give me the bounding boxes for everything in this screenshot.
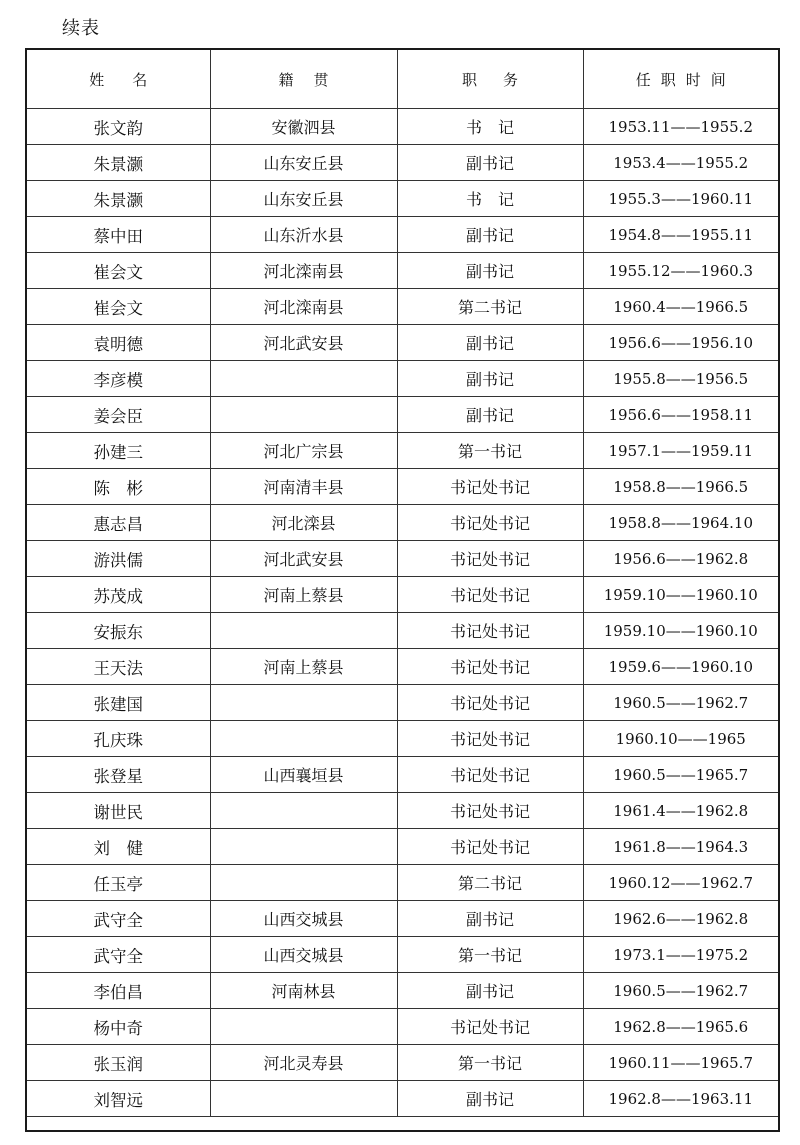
cell-position: 书记处书记 — [397, 469, 583, 505]
cell-origin: 山东沂水县 — [210, 217, 397, 253]
cell-origin: 河南上蔡县 — [210, 577, 397, 613]
cell-position: 书 记 — [397, 109, 583, 145]
cell-name: 袁明德 — [27, 325, 210, 361]
cell-position: 第一书记 — [397, 433, 583, 469]
cell-origin — [210, 721, 397, 757]
cell-position: 副书记 — [397, 325, 583, 361]
cell-term: 1957.1——1959.11 — [583, 433, 778, 469]
cell-name: 苏茂成 — [27, 577, 210, 613]
cell-term: 1956.6——1958.11 — [583, 397, 778, 433]
table-row — [27, 973, 778, 1009]
cell-position: 书记处书记 — [397, 829, 583, 865]
cell-position: 书记处书记 — [397, 505, 583, 541]
table-header — [27, 50, 778, 109]
cell-name: 游洪儒 — [27, 541, 210, 577]
cell-term: 1960.12——1962.7 — [583, 865, 778, 901]
cell-position: 第二书记 — [397, 865, 583, 901]
officials-table — [27, 50, 778, 1117]
header-name: 姓名 — [27, 50, 210, 109]
cell-term: 1973.1——1975.2 — [583, 937, 778, 973]
table-row — [27, 649, 778, 685]
cell-position: 书记处书记 — [397, 577, 583, 613]
table-row — [27, 541, 778, 577]
cell-term: 1958.8——1966.5 — [583, 469, 778, 505]
officials-table-wrapper — [25, 48, 780, 1132]
header-origin: 籍贯 — [210, 50, 397, 109]
table-row — [27, 1081, 778, 1117]
cell-origin: 河北广宗县 — [210, 433, 397, 469]
cell-name: 李伯昌 — [27, 973, 210, 1009]
cell-position: 书记处书记 — [397, 613, 583, 649]
cell-name: 刘智远 — [27, 1081, 210, 1117]
header-term: 任职时间 — [583, 50, 778, 109]
cell-origin — [210, 397, 397, 433]
table-row — [27, 181, 778, 217]
table-row — [27, 253, 778, 289]
table-row — [27, 937, 778, 973]
cell-origin — [210, 685, 397, 721]
cell-origin: 山西襄垣县 — [210, 757, 397, 793]
cell-term: 1962.8——1965.6 — [583, 1009, 778, 1045]
cell-term: 1960.11——1965.7 — [583, 1045, 778, 1081]
table-row — [27, 577, 778, 613]
cell-position: 副书记 — [397, 361, 583, 397]
table-row — [27, 685, 778, 721]
cell-origin — [210, 793, 397, 829]
cell-position: 副书记 — [397, 145, 583, 181]
table-row — [27, 217, 778, 253]
table-row — [27, 109, 778, 145]
cell-name: 张建国 — [27, 685, 210, 721]
cell-term: 1956.6——1956.10 — [583, 325, 778, 361]
cell-position: 书记处书记 — [397, 721, 583, 757]
cell-name: 张文韵 — [27, 109, 210, 145]
cell-term: 1960.5——1962.7 — [583, 685, 778, 721]
cell-position: 副书记 — [397, 217, 583, 253]
cell-term: 1955.8——1956.5 — [583, 361, 778, 397]
cell-origin: 河北滦南县 — [210, 253, 397, 289]
table-row — [27, 505, 778, 541]
cell-term: 1961.8——1964.3 — [583, 829, 778, 865]
cell-name: 王天法 — [27, 649, 210, 685]
table-row — [27, 829, 778, 865]
cell-term: 1960.10——1965 — [583, 721, 778, 757]
cell-term: 1959.10——1960.10 — [583, 577, 778, 613]
cell-origin — [210, 1009, 397, 1045]
table-row — [27, 145, 778, 181]
cell-name: 任玉亭 — [27, 865, 210, 901]
table-row — [27, 433, 778, 469]
cell-term: 1959.6——1960.10 — [583, 649, 778, 685]
cell-position: 副书记 — [397, 397, 583, 433]
cell-term: 1958.8——1964.10 — [583, 505, 778, 541]
cell-position: 第二书记 — [397, 289, 583, 325]
cell-position: 书记处书记 — [397, 1009, 583, 1045]
cell-term: 1962.8——1963.11 — [583, 1081, 778, 1117]
cell-origin: 山西交城县 — [210, 937, 397, 973]
cell-position: 书记处书记 — [397, 757, 583, 793]
cell-name: 崔会文 — [27, 289, 210, 325]
cell-name: 朱景灏 — [27, 145, 210, 181]
cell-origin: 河南林县 — [210, 973, 397, 1009]
cell-name: 杨中奇 — [27, 1009, 210, 1045]
cell-position: 书记处书记 — [397, 685, 583, 721]
cell-term: 1954.8——1955.11 — [583, 217, 778, 253]
cell-position: 书记处书记 — [397, 649, 583, 685]
cell-term: 1956.6——1962.8 — [583, 541, 778, 577]
cell-term: 1961.4——1962.8 — [583, 793, 778, 829]
cell-name: 姜会臣 — [27, 397, 210, 433]
cell-name: 崔会文 — [27, 253, 210, 289]
cell-origin: 山西交城县 — [210, 901, 397, 937]
cell-name: 孔庆珠 — [27, 721, 210, 757]
header-position: 职务 — [397, 50, 583, 109]
table-row — [27, 613, 778, 649]
cell-name: 蔡中田 — [27, 217, 210, 253]
cell-name: 谢世民 — [27, 793, 210, 829]
cell-term: 1960.5——1965.7 — [583, 757, 778, 793]
cell-origin — [210, 829, 397, 865]
cell-term: 1959.10——1960.10 — [583, 613, 778, 649]
cell-name: 安振东 — [27, 613, 210, 649]
cell-position: 副书记 — [397, 973, 583, 1009]
cell-name: 张登星 — [27, 757, 210, 793]
cell-term: 1955.3——1960.11 — [583, 181, 778, 217]
table-row — [27, 1009, 778, 1045]
cell-origin — [210, 1081, 397, 1117]
table-body — [27, 109, 778, 1117]
cell-origin: 河北滦南县 — [210, 289, 397, 325]
table-row — [27, 721, 778, 757]
cell-name: 武守全 — [27, 937, 210, 973]
table-row — [27, 901, 778, 937]
cell-position: 书记处书记 — [397, 793, 583, 829]
cell-position: 副书记 — [397, 253, 583, 289]
cell-position: 第一书记 — [397, 937, 583, 973]
cell-position: 书记处书记 — [397, 541, 583, 577]
cell-position: 书 记 — [397, 181, 583, 217]
cell-origin: 河北灵寿县 — [210, 1045, 397, 1081]
cell-origin: 河南上蔡县 — [210, 649, 397, 685]
table-row — [27, 793, 778, 829]
cell-origin: 山东安丘县 — [210, 145, 397, 181]
header-row — [27, 50, 778, 109]
table-row — [27, 361, 778, 397]
cell-origin: 河北武安县 — [210, 325, 397, 361]
table-row — [27, 1045, 778, 1081]
cell-term: 1960.5——1962.7 — [583, 973, 778, 1009]
cell-name: 张玉润 — [27, 1045, 210, 1081]
table-row — [27, 757, 778, 793]
cell-origin — [210, 865, 397, 901]
cell-name: 惠志昌 — [27, 505, 210, 541]
cell-name: 陈 彬 — [27, 469, 210, 505]
cell-term: 1953.11——1955.2 — [583, 109, 778, 145]
cell-origin: 山东安丘县 — [210, 181, 397, 217]
cell-origin: 河南清丰县 — [210, 469, 397, 505]
cell-origin: 河北武安县 — [210, 541, 397, 577]
cell-origin — [210, 613, 397, 649]
cell-name: 武守全 — [27, 901, 210, 937]
table-row — [27, 469, 778, 505]
cell-name: 刘 健 — [27, 829, 210, 865]
table-row — [27, 397, 778, 433]
cell-name: 李彦模 — [27, 361, 210, 397]
cell-origin — [210, 361, 397, 397]
cell-position: 副书记 — [397, 1081, 583, 1117]
cell-term: 1960.4——1966.5 — [583, 289, 778, 325]
cell-term: 1953.4——1955.2 — [583, 145, 778, 181]
cell-name: 朱景灏 — [27, 181, 210, 217]
cell-term: 1955.12——1960.3 — [583, 253, 778, 289]
table-caption: 续表 — [62, 18, 100, 39]
table-row — [27, 289, 778, 325]
table-row — [27, 325, 778, 361]
cell-position: 第一书记 — [397, 1045, 583, 1081]
cell-term: 1962.6——1962.8 — [583, 901, 778, 937]
cell-origin: 河北滦县 — [210, 505, 397, 541]
table-row — [27, 865, 778, 901]
cell-name: 孙建三 — [27, 433, 210, 469]
cell-position: 副书记 — [397, 901, 583, 937]
cell-origin: 安徽泗县 — [210, 109, 397, 145]
